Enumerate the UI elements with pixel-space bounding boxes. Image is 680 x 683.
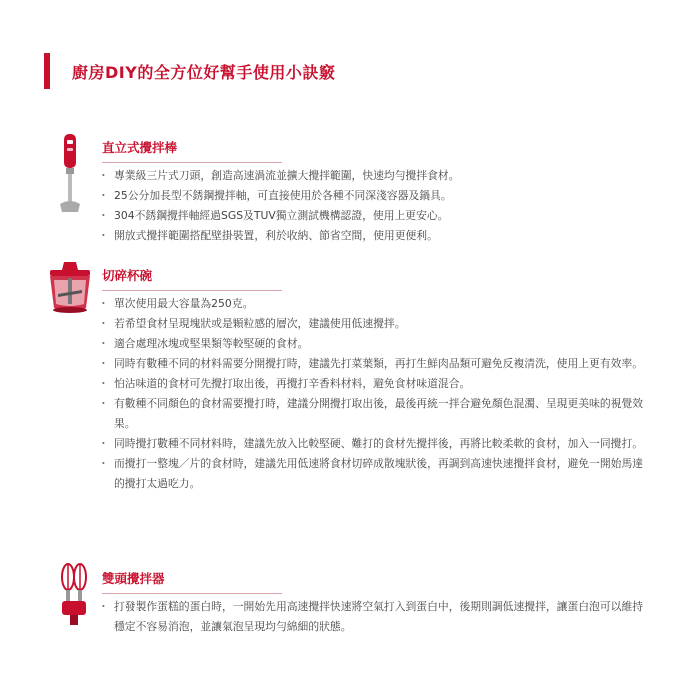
- title-accent-bar: [44, 53, 50, 89]
- list-item: ・ 而攪打一整塊／片的食材時，建議先用低速將食材切碎成散塊狀後，再調到高速快速攪拌食材，避免一開始馬達的攪打太過吃力。: [102, 454, 652, 494]
- chopper-bowl-icon: [44, 260, 96, 316]
- feature-list: [102, 166, 652, 246]
- list-item: ・ 304不銹鋼攪拌軸經過SGS及TUV獨立測試機構認證，使用上更安心。: [102, 206, 652, 226]
- section-heading: 切碎杯碗: [102, 266, 282, 291]
- section-double-whisk: [44, 569, 644, 649]
- list-item: ・ 適合處理冰塊或堅果類等較堅硬的食材。: [102, 334, 652, 354]
- section-heading: 雙頭攪拌器: [102, 569, 282, 594]
- hand-blender-icon: [48, 132, 92, 216]
- list-item: ・ 專業級三片式刀頭，創造高速渦流並擴大攪拌範圍，快速均勻攪拌食材。: [102, 166, 652, 186]
- list-item: ・ 開放式攪拌範圍搭配壁掛裝置，利於收納、節省空間，使用更便利。: [102, 226, 652, 246]
- section-chopper-bowl: [44, 266, 644, 536]
- section-hand-blender: [44, 138, 644, 248]
- list-item: ・ 怕沾味道的食材可先攪打取出後，再攪打辛香料材料，避免食材味道混合。: [102, 374, 652, 394]
- section-heading: 直立式攪拌棒: [102, 138, 282, 163]
- list-item: ・ 打發製作蛋糕的蛋白時，一開始先用高速攪拌快速將空氣打入到蛋白中，後期則調低速攪拌，讓蛋白泡可以維持穩定不容易消泡，並讓氣泡呈現均勻綿細的狀態。: [102, 597, 652, 637]
- list-item: ・ 同時攪打數種不同材料時，建議先放入比較堅硬、難打的食材先攪拌後，再將比較柔軟的食材，加入一同攪打。: [102, 434, 652, 454]
- feature-list: [102, 294, 652, 494]
- list-item: ・ 有數種不同顏色的食材需要攪打時，建議分開攪打取出後，最後再統一拌合避免顏色混濁、呈現更美味的視覺效果。: [102, 394, 652, 434]
- list-item: ・ 25公分加長型不銹鋼攪拌軸，可直接使用於各種不同深淺容器及鍋具。: [102, 186, 652, 206]
- double-whisk-icon: [54, 563, 94, 627]
- feature-list: [102, 597, 652, 637]
- page-title: 廚房DIY的全方位好幫手使用小訣竅: [72, 63, 336, 82]
- list-item: ・ 若希望食材呈現塊狀或是顆粒感的層次，建議使用低速攪拌。: [102, 314, 652, 334]
- list-item: ・ 單次使用最大容量為250克。: [102, 294, 652, 314]
- list-item: ・ 同時有數種不同的材料需要分開攪打時，建議先打菜葉類，再打生鮮肉品類可避免反複清洗，使用上更有效率。: [102, 354, 652, 374]
